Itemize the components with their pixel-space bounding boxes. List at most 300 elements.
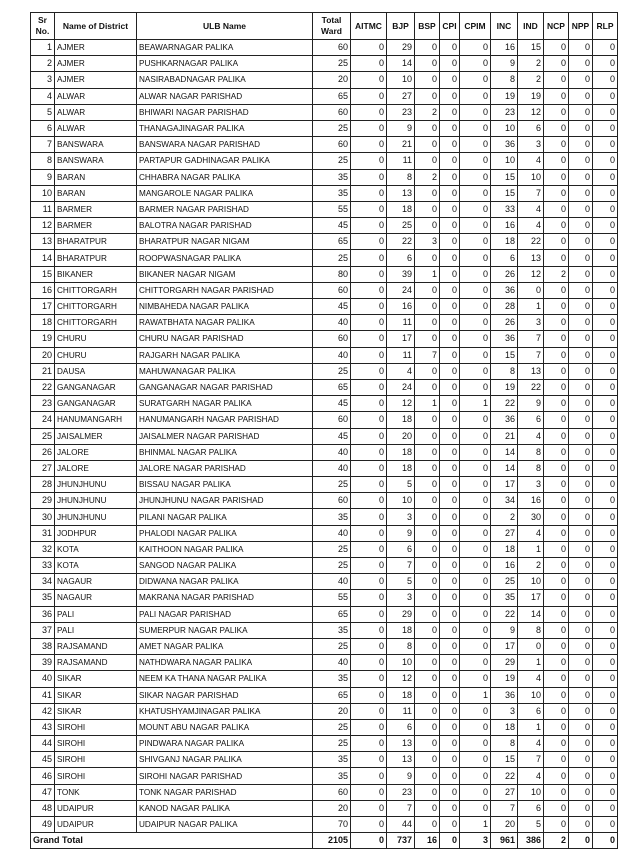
bsp-cell: 0 <box>415 525 440 541</box>
total-ward-cell: 20 <box>313 703 351 719</box>
ulb-name-cell: MANGAROLE NAGAR PALIKA <box>137 185 313 201</box>
cpim-cell: 0 <box>460 784 491 800</box>
npp-cell: 0 <box>569 363 593 379</box>
npp-cell: 0 <box>569 509 593 525</box>
table-row <box>31 671 618 687</box>
ind-cell: 12 <box>518 104 544 120</box>
table-row <box>31 525 618 541</box>
sr-no-cell: 48 <box>31 800 55 816</box>
rlp-cell: 0 <box>593 282 618 298</box>
ind-cell: 22 <box>518 234 544 250</box>
cpi-cell: 0 <box>440 88 460 104</box>
district-cell: ALWAR <box>55 88 137 104</box>
bjp-cell: 23 <box>387 784 415 800</box>
table-row <box>31 88 618 104</box>
cpi-cell: 0 <box>440 525 460 541</box>
ulb-name-cell: SANGOD NAGAR PALIKA <box>137 558 313 574</box>
bsp-cell: 0 <box>415 185 440 201</box>
district-cell: SIROHI <box>55 752 137 768</box>
sr-no-cell: 41 <box>31 687 55 703</box>
ind-cell: 12 <box>518 266 544 282</box>
total-ward-cell: 60 <box>313 104 351 120</box>
total-ward-cell: 65 <box>313 606 351 622</box>
cpim-cell: 0 <box>460 752 491 768</box>
rlp-cell: 0 <box>593 266 618 282</box>
sr-no-cell: 18 <box>31 315 55 331</box>
district-cell: BARAN <box>55 185 137 201</box>
district-cell: SIKAR <box>55 703 137 719</box>
ulb-name-cell: PUSHKARNAGAR PALIKA <box>137 56 313 72</box>
header-bsp: BSP <box>415 13 440 40</box>
aitmc-cell: 0 <box>351 768 387 784</box>
inc-cell: 23 <box>491 104 518 120</box>
bsp-cell: 0 <box>415 120 440 136</box>
sr-no-cell: 1 <box>31 40 55 56</box>
ind-cell: 4 <box>518 201 544 217</box>
bsp-cell: 2 <box>415 169 440 185</box>
ulb-name-cell: GANGANAGAR NAGAR PARISHAD <box>137 379 313 395</box>
ncp-cell: 0 <box>544 606 569 622</box>
sr-no-cell: 35 <box>31 590 55 606</box>
district-cell: JAISALMER <box>55 428 137 444</box>
ulb-name-cell: PILANI NAGAR PALIKA <box>137 509 313 525</box>
ncp-cell: 0 <box>544 493 569 509</box>
cpi-cell: 0 <box>440 590 460 606</box>
total-ward-cell: 35 <box>313 169 351 185</box>
district-cell: SIKAR <box>55 671 137 687</box>
aitmc-cell: 0 <box>351 201 387 217</box>
ulb-name-cell: SIKAR NAGAR PARISHAD <box>137 687 313 703</box>
aitmc-cell: 0 <box>351 703 387 719</box>
bsp-cell: 0 <box>415 72 440 88</box>
bsp-cell: 0 <box>415 331 440 347</box>
bjp-cell: 11 <box>387 153 415 169</box>
bsp-cell: 0 <box>415 509 440 525</box>
cpi-cell: 0 <box>440 817 460 833</box>
bjp-cell: 5 <box>387 477 415 493</box>
cpim-cell: 0 <box>460 622 491 638</box>
header-sr-no: Sr No. <box>31 13 55 40</box>
sr-no-cell: 23 <box>31 396 55 412</box>
cpi-cell: 0 <box>440 574 460 590</box>
aitmc-cell: 0 <box>351 363 387 379</box>
npp-cell: 0 <box>569 104 593 120</box>
aitmc-cell: 0 <box>351 315 387 331</box>
ind-cell: 13 <box>518 250 544 266</box>
ind-cell: 2 <box>518 56 544 72</box>
inc-cell: 21 <box>491 428 518 444</box>
ulb-name-cell: ALWAR NAGAR PARISHAD <box>137 88 313 104</box>
sr-no-cell: 21 <box>31 363 55 379</box>
npp-cell: 0 <box>569 493 593 509</box>
ncp-cell: 0 <box>544 363 569 379</box>
cpi-cell: 0 <box>440 40 460 56</box>
aitmc-cell: 0 <box>351 817 387 833</box>
rlp-cell: 0 <box>593 137 618 153</box>
cpi-cell: 0 <box>440 687 460 703</box>
ncp-cell: 0 <box>544 120 569 136</box>
ncp-cell: 0 <box>544 638 569 654</box>
bsp-cell: 0 <box>415 201 440 217</box>
district-cell: CHURU <box>55 347 137 363</box>
sr-no-cell: 19 <box>31 331 55 347</box>
sr-no-cell: 14 <box>31 250 55 266</box>
bsp-cell: 1 <box>415 396 440 412</box>
ncp-cell: 0 <box>544 40 569 56</box>
ulb-name-cell: JAISALMER NAGAR PARISHAD <box>137 428 313 444</box>
ind-cell: 6 <box>518 703 544 719</box>
total-ward-cell: 25 <box>313 363 351 379</box>
ind-cell: 2 <box>518 558 544 574</box>
ncp-cell: 0 <box>544 460 569 476</box>
sr-no-cell: 47 <box>31 784 55 800</box>
bjp-cell: 9 <box>387 525 415 541</box>
inc-cell: 20 <box>491 817 518 833</box>
bjp-cell: 9 <box>387 120 415 136</box>
table-row <box>31 477 618 493</box>
rlp-cell: 0 <box>593 768 618 784</box>
aitmc-cell: 0 <box>351 525 387 541</box>
aitmc-cell: 0 <box>351 444 387 460</box>
sr-no-cell: 7 <box>31 137 55 153</box>
sr-no-cell: 11 <box>31 201 55 217</box>
table-body <box>31 40 618 833</box>
table-row <box>31 719 618 735</box>
results-table <box>30 12 618 849</box>
total-cell: 3 <box>460 833 491 849</box>
ulb-name-cell: HANUMANGARH NAGAR PARISHAD <box>137 412 313 428</box>
table-row <box>31 266 618 282</box>
ncp-cell: 0 <box>544 817 569 833</box>
cpi-cell: 0 <box>440 736 460 752</box>
grand-total-label: Grand Total <box>31 833 313 849</box>
ind-cell: 6 <box>518 800 544 816</box>
ncp-cell: 0 <box>544 218 569 234</box>
table-row <box>31 363 618 379</box>
cpi-cell: 0 <box>440 493 460 509</box>
cpi-cell: 0 <box>440 752 460 768</box>
table-row <box>31 444 618 460</box>
ncp-cell: 0 <box>544 768 569 784</box>
aitmc-cell: 0 <box>351 282 387 298</box>
header-total-ward: Total Ward <box>313 13 351 40</box>
total-ward-cell: 60 <box>313 784 351 800</box>
bjp-cell: 6 <box>387 250 415 266</box>
total-ward-cell: 25 <box>313 153 351 169</box>
cpim-cell: 0 <box>460 590 491 606</box>
bjp-cell: 7 <box>387 800 415 816</box>
table-row <box>31 412 618 428</box>
inc-cell: 18 <box>491 719 518 735</box>
table-row <box>31 509 618 525</box>
ind-cell: 6 <box>518 412 544 428</box>
table-row <box>31 315 618 331</box>
rlp-cell: 0 <box>593 817 618 833</box>
cpi-cell: 0 <box>440 169 460 185</box>
aitmc-cell: 0 <box>351 299 387 315</box>
table-row <box>31 622 618 638</box>
ulb-name-cell: BEAWARNAGAR PALIKA <box>137 40 313 56</box>
cpim-cell: 0 <box>460 299 491 315</box>
total-cell: 2105 <box>313 833 351 849</box>
district-cell: JALORE <box>55 444 137 460</box>
header-aitmc: AITMC <box>351 13 387 40</box>
cpim-cell: 0 <box>460 525 491 541</box>
inc-cell: 19 <box>491 379 518 395</box>
table-row <box>31 655 618 671</box>
bjp-cell: 18 <box>387 622 415 638</box>
ulb-name-cell: MOUNT ABU NAGAR PALIKA <box>137 719 313 735</box>
total-cell: 0 <box>569 833 593 849</box>
npp-cell: 0 <box>569 396 593 412</box>
rlp-cell: 0 <box>593 347 618 363</box>
ncp-cell: 0 <box>544 185 569 201</box>
total-ward-cell: 20 <box>313 72 351 88</box>
ulb-name-cell: BISSAU NAGAR PALIKA <box>137 477 313 493</box>
table-row <box>31 379 618 395</box>
aitmc-cell: 0 <box>351 137 387 153</box>
ncp-cell: 0 <box>544 558 569 574</box>
bjp-cell: 18 <box>387 444 415 460</box>
cpim-cell: 0 <box>460 460 491 476</box>
inc-cell: 36 <box>491 137 518 153</box>
district-cell: JALORE <box>55 460 137 476</box>
total-cell: 0 <box>440 833 460 849</box>
total-cell: 386 <box>518 833 544 849</box>
district-cell: PALI <box>55 606 137 622</box>
bjp-cell: 6 <box>387 719 415 735</box>
bsp-cell: 0 <box>415 622 440 638</box>
ncp-cell: 0 <box>544 201 569 217</box>
ulb-name-cell: NATHDWARA NAGAR PALIKA <box>137 655 313 671</box>
total-ward-cell: 65 <box>313 234 351 250</box>
ind-cell: 4 <box>518 525 544 541</box>
npp-cell: 0 <box>569 72 593 88</box>
aitmc-cell: 0 <box>351 331 387 347</box>
inc-cell: 16 <box>491 218 518 234</box>
inc-cell: 2 <box>491 509 518 525</box>
inc-cell: 14 <box>491 460 518 476</box>
table-row <box>31 120 618 136</box>
district-cell: BHARATPUR <box>55 234 137 250</box>
cpim-cell: 0 <box>460 104 491 120</box>
inc-cell: 36 <box>491 687 518 703</box>
npp-cell: 0 <box>569 137 593 153</box>
rlp-cell: 0 <box>593 752 618 768</box>
total-ward-cell: 40 <box>313 460 351 476</box>
total-ward-cell: 60 <box>313 493 351 509</box>
inc-cell: 27 <box>491 525 518 541</box>
total-ward-cell: 60 <box>313 331 351 347</box>
header-ind: IND <box>518 13 544 40</box>
district-cell: UDAIPUR <box>55 800 137 816</box>
district-cell: DAUSA <box>55 363 137 379</box>
total-ward-cell: 25 <box>313 638 351 654</box>
table-row <box>31 185 618 201</box>
aitmc-cell: 0 <box>351 574 387 590</box>
rlp-cell: 0 <box>593 703 618 719</box>
sr-no-cell: 31 <box>31 525 55 541</box>
cpi-cell: 0 <box>440 218 460 234</box>
inc-cell: 26 <box>491 315 518 331</box>
ulb-name-cell: PHALODI NAGAR PALIKA <box>137 525 313 541</box>
bsp-cell: 0 <box>415 719 440 735</box>
inc-cell: 17 <box>491 638 518 654</box>
cpim-cell: 0 <box>460 379 491 395</box>
inc-cell: 36 <box>491 282 518 298</box>
bsp-cell: 0 <box>415 671 440 687</box>
aitmc-cell: 0 <box>351 541 387 557</box>
bsp-cell: 0 <box>415 88 440 104</box>
cpim-cell: 0 <box>460 736 491 752</box>
district-cell: AJMER <box>55 40 137 56</box>
cpim-cell: 0 <box>460 477 491 493</box>
ind-cell: 4 <box>518 671 544 687</box>
npp-cell: 0 <box>569 315 593 331</box>
bjp-cell: 12 <box>387 671 415 687</box>
npp-cell: 0 <box>569 331 593 347</box>
cpim-cell: 0 <box>460 169 491 185</box>
ind-cell: 4 <box>518 428 544 444</box>
rlp-cell: 0 <box>593 56 618 72</box>
total-ward-cell: 40 <box>313 525 351 541</box>
ncp-cell: 0 <box>544 299 569 315</box>
rlp-cell: 0 <box>593 331 618 347</box>
cpim-cell: 0 <box>460 234 491 250</box>
rlp-cell: 0 <box>593 574 618 590</box>
bjp-cell: 24 <box>387 282 415 298</box>
bjp-cell: 17 <box>387 331 415 347</box>
ind-cell: 4 <box>518 218 544 234</box>
npp-cell: 0 <box>569 379 593 395</box>
results-document <box>30 12 618 849</box>
ncp-cell: 0 <box>544 784 569 800</box>
ind-cell: 3 <box>518 477 544 493</box>
cpi-cell: 0 <box>440 800 460 816</box>
npp-cell: 0 <box>569 541 593 557</box>
cpim-cell: 0 <box>460 768 491 784</box>
inc-cell: 22 <box>491 396 518 412</box>
cpi-cell: 0 <box>440 768 460 784</box>
bjp-cell: 14 <box>387 56 415 72</box>
aitmc-cell: 0 <box>351 687 387 703</box>
npp-cell: 0 <box>569 218 593 234</box>
cpim-cell: 0 <box>460 412 491 428</box>
district-cell: PALI <box>55 622 137 638</box>
bjp-cell: 29 <box>387 40 415 56</box>
sr-no-cell: 42 <box>31 703 55 719</box>
cpi-cell: 0 <box>440 347 460 363</box>
cpi-cell: 0 <box>440 703 460 719</box>
inc-cell: 19 <box>491 671 518 687</box>
cpi-cell: 0 <box>440 638 460 654</box>
rlp-cell: 0 <box>593 736 618 752</box>
district-cell: RAJSAMAND <box>55 638 137 654</box>
sr-no-cell: 16 <box>31 282 55 298</box>
inc-cell: 8 <box>491 736 518 752</box>
bsp-cell: 0 <box>415 817 440 833</box>
cpim-cell: 0 <box>460 153 491 169</box>
table-row <box>31 493 618 509</box>
bsp-cell: 0 <box>415 493 440 509</box>
rlp-cell: 0 <box>593 363 618 379</box>
aitmc-cell: 0 <box>351 396 387 412</box>
rlp-cell: 0 <box>593 687 618 703</box>
rlp-cell: 0 <box>593 558 618 574</box>
cpi-cell: 0 <box>440 234 460 250</box>
bjp-cell: 18 <box>387 687 415 703</box>
table-row <box>31 282 618 298</box>
total-ward-cell: 20 <box>313 800 351 816</box>
ulb-name-cell: KHATUSHYAMJINAGAR PALIKA <box>137 703 313 719</box>
district-cell: GANGANAGAR <box>55 379 137 395</box>
sr-no-cell: 24 <box>31 412 55 428</box>
ncp-cell: 0 <box>544 428 569 444</box>
total-cell: 0 <box>593 833 618 849</box>
ind-cell: 1 <box>518 541 544 557</box>
sr-no-cell: 15 <box>31 266 55 282</box>
inc-cell: 15 <box>491 347 518 363</box>
ncp-cell: 0 <box>544 282 569 298</box>
aitmc-cell: 0 <box>351 719 387 735</box>
cpim-cell: 0 <box>460 185 491 201</box>
district-cell: JHUNJHUNU <box>55 477 137 493</box>
ncp-cell: 0 <box>544 736 569 752</box>
cpi-cell: 0 <box>440 250 460 266</box>
ncp-cell: 0 <box>544 800 569 816</box>
district-cell: JHUNJHUNU <box>55 509 137 525</box>
inc-cell: 17 <box>491 477 518 493</box>
ulb-name-cell: KAITHOON NAGAR PALIKA <box>137 541 313 557</box>
total-ward-cell: 25 <box>313 120 351 136</box>
district-cell: BANSWARA <box>55 153 137 169</box>
inc-cell: 35 <box>491 590 518 606</box>
inc-cell: 33 <box>491 201 518 217</box>
sr-no-cell: 33 <box>31 558 55 574</box>
sr-no-cell: 38 <box>31 638 55 654</box>
table-row <box>31 218 618 234</box>
district-cell: BARAN <box>55 169 137 185</box>
ind-cell: 8 <box>518 460 544 476</box>
table-row <box>31 752 618 768</box>
bsp-cell: 0 <box>415 412 440 428</box>
bsp-cell: 2 <box>415 104 440 120</box>
inc-cell: 22 <box>491 768 518 784</box>
total-ward-cell: 60 <box>313 282 351 298</box>
cpi-cell: 0 <box>440 72 460 88</box>
npp-cell: 0 <box>569 638 593 654</box>
sr-no-cell: 43 <box>31 719 55 735</box>
total-ward-cell: 55 <box>313 201 351 217</box>
bjp-cell: 8 <box>387 169 415 185</box>
ncp-cell: 0 <box>544 444 569 460</box>
cpim-cell: 1 <box>460 687 491 703</box>
sr-no-cell: 2 <box>31 56 55 72</box>
table-row <box>31 347 618 363</box>
ulb-name-cell: BIKANER NAGAR NIGAM <box>137 266 313 282</box>
cpim-cell: 0 <box>460 201 491 217</box>
bjp-cell: 9 <box>387 768 415 784</box>
table-row <box>31 606 618 622</box>
ulb-name-cell: PALI NAGAR PARISHAD <box>137 606 313 622</box>
ulb-name-cell: BALOTRA NAGAR PARISHAD <box>137 218 313 234</box>
inc-cell: 26 <box>491 266 518 282</box>
rlp-cell: 0 <box>593 525 618 541</box>
bsp-cell: 0 <box>415 703 440 719</box>
rlp-cell: 0 <box>593 120 618 136</box>
bjp-cell: 39 <box>387 266 415 282</box>
cpi-cell: 0 <box>440 719 460 735</box>
